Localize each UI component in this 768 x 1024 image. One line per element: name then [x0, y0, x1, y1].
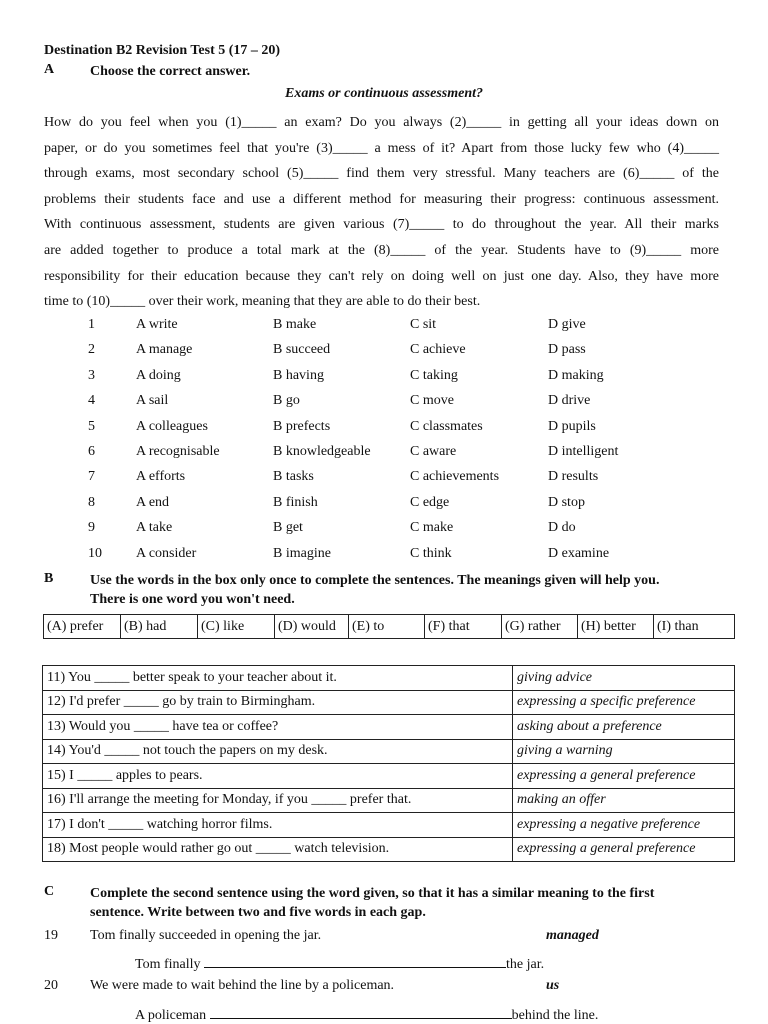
option-c[interactable]: C think	[410, 545, 452, 561]
question-number: 10	[88, 545, 102, 561]
question-number: 6	[88, 443, 95, 459]
section-c-instruction-line: Complete the second sentence using the word given, so that it has a similar meaning to the first	[90, 886, 655, 901]
option-row	[0, 365, 768, 390]
option-row	[0, 314, 768, 339]
gap-sentence-end: behind the line.	[511, 1008, 599, 1023]
key-word: us	[546, 978, 560, 993]
option-d[interactable]: D making	[548, 367, 604, 383]
question-number: 20	[44, 978, 58, 993]
option-c[interactable]: C aware	[410, 443, 457, 459]
question-number: 7	[88, 469, 95, 485]
option-b[interactable]: B prefects	[273, 418, 331, 434]
option-d[interactable]: D examine	[548, 545, 610, 561]
option-a[interactable]: A manage	[136, 342, 193, 358]
meaning-cell: expressing a specific preference	[513, 690, 735, 715]
question-number: 1	[88, 317, 95, 332]
sentence-cell: 17) I don't _____ watching horror films.	[43, 813, 513, 838]
word-box-item: (E) to	[349, 615, 425, 639]
table-row	[43, 837, 735, 862]
meaning-cell: making an offer	[513, 788, 735, 813]
meaning-cell: giving advice	[513, 666, 735, 691]
option-row	[0, 441, 768, 466]
option-c[interactable]: C classmates	[410, 418, 483, 434]
question-number: 9	[88, 520, 95, 536]
section-c-letter: C	[44, 884, 55, 899]
gap-sentence	[135, 1004, 598, 1024]
option-c[interactable]: C edge	[410, 494, 450, 510]
option-b[interactable]: B make	[273, 317, 317, 332]
option-a[interactable]: A write	[136, 317, 178, 332]
option-a[interactable]: A doing	[136, 367, 181, 383]
meaning-cell: expressing a negative preference	[513, 813, 735, 838]
sentence-cell: 16) I'll arrange the meeting for Monday, if you _____ prefer that.	[43, 788, 513, 813]
option-d[interactable]: D stop	[548, 494, 585, 510]
sentence-cell: 12) I'd prefer _____ go by train to Birmingham.	[43, 690, 513, 715]
table-row	[43, 690, 735, 715]
section-b-instruction	[90, 571, 659, 609]
option-b[interactable]: B finish	[273, 494, 318, 510]
section-b-instruction-line: There is one word you won't need.	[90, 592, 295, 607]
option-b[interactable]: B imagine	[273, 545, 331, 561]
option-d[interactable]: D pass	[548, 342, 586, 358]
word-box	[43, 614, 735, 639]
answer-options	[0, 314, 768, 568]
sentence-cell: 11) You _____ better speak to your teacher about it.	[43, 666, 513, 691]
table-row	[43, 813, 735, 838]
word-box-item: (G) rather	[502, 615, 578, 639]
option-c[interactable]: C make	[410, 520, 454, 536]
option-d[interactable]: D intelligent	[548, 443, 619, 459]
option-row	[0, 492, 768, 517]
table-row	[43, 788, 735, 813]
passage-line: through exams, most secondary school (5)_____ find them very stressful. Many teachers are (6)_____ of the	[44, 166, 719, 182]
gap-sentence-end: the jar.	[506, 957, 545, 972]
word-box-item: (D) would	[275, 615, 349, 639]
section-b-instruction-line: Use the words in the box only once to complete the sentences. The meanings given will help you.	[90, 573, 660, 588]
passage-line: responsibility for their education because they can't rely on doing well on just one day. Also, they have more	[44, 268, 719, 284]
question-number: 3	[88, 367, 95, 383]
question-number: 2	[88, 342, 95, 358]
meaning-cell: giving a warning	[513, 739, 735, 764]
passage-title: Exams or continuous assessment?	[285, 86, 483, 101]
key-word: managed	[546, 928, 599, 943]
option-b[interactable]: B tasks	[273, 469, 314, 485]
section-c-instruction-line: sentence. Write between two and five words in each gap.	[90, 905, 426, 920]
sentence-cell: 14) You'd _____ not touch the papers on my desk.	[43, 739, 513, 764]
passage-line: are added together to produce a total mark at the (8)_____ of the year. Students have to (9)_____ more	[44, 242, 719, 258]
sentences-table	[42, 665, 735, 862]
option-row	[0, 466, 768, 491]
passage-line: paper, or do you sometimes feel that you're (3)_____ a mess of it? Apart from those lucky few who (4)_____	[44, 140, 719, 156]
meaning-cell: expressing a general preference	[513, 837, 735, 862]
option-row	[0, 339, 768, 364]
option-a[interactable]: A take	[136, 520, 173, 536]
word-box-item: (I) than	[654, 615, 735, 639]
option-b[interactable]: B get	[273, 520, 303, 536]
table-row	[43, 715, 735, 740]
word-box-item: (B) had	[121, 615, 198, 639]
question-number: 19	[44, 928, 58, 943]
option-c[interactable]: C sit	[410, 317, 437, 332]
option-b[interactable]: B having	[273, 367, 324, 383]
passage-line: How do you feel when you (1)_____ an exam? Do you always (2)_____ in getting all your ideas down on	[44, 115, 719, 130]
option-b[interactable]: B knowledgeable	[273, 443, 371, 459]
option-a[interactable]: A end	[136, 494, 170, 510]
option-row	[0, 416, 768, 441]
table-row	[43, 666, 735, 691]
word-box-item: (C) like	[198, 615, 275, 639]
section-a-letter: A	[44, 62, 55, 77]
option-a[interactable]: A consider	[136, 545, 197, 561]
sentence-cell: 15) I _____ apples to pears.	[43, 764, 513, 789]
question-number: 5	[88, 418, 95, 434]
section-c-instruction	[90, 884, 654, 922]
passage	[44, 110, 719, 315]
meaning-cell: expressing a general preference	[513, 764, 735, 789]
passage-line: problems their students face and use a different method for measuring their progress: continuous assessment.	[44, 191, 719, 207]
option-d[interactable]: D pupils	[548, 418, 596, 434]
passage-line: With continuous assessment, students are given various (7)_____ to do throughout the year. All their marks	[44, 217, 719, 233]
question-number: 8	[88, 494, 95, 510]
section-a-instruction: Choose the correct answer.	[90, 64, 251, 79]
option-c[interactable]: C move	[410, 393, 454, 409]
word-box-item: (F) that	[425, 615, 502, 639]
option-row	[0, 390, 768, 415]
option-c[interactable]: C taking	[410, 367, 458, 383]
gap-sentence	[135, 953, 544, 973]
question-number: 4	[88, 393, 95, 409]
option-b[interactable]: B succeed	[273, 342, 331, 358]
gap-sentence-start: A policeman	[135, 1008, 207, 1023]
original-sentence: We were made to wait behind the line by a policeman.	[90, 978, 395, 993]
word-box-item: (H) better	[578, 615, 654, 639]
gap-sentence-start: Tom finally	[135, 957, 201, 972]
answer-gap[interactable]	[204, 953, 506, 968]
option-b[interactable]: B go	[273, 393, 300, 409]
passage-line: time to (10)_____ over their work, meaning that they are able to do their best.	[44, 294, 481, 310]
option-c[interactable]: C achieve	[410, 342, 466, 358]
option-d[interactable]: D do	[548, 520, 576, 536]
option-a[interactable]: A sail	[136, 393, 169, 409]
answer-gap[interactable]	[210, 1004, 512, 1019]
section-b-letter: B	[44, 571, 54, 586]
sentence-cell: 18) Most people would rather go out _____ watch television.	[43, 837, 513, 862]
option-d[interactable]: D drive	[548, 393, 591, 409]
option-c[interactable]: C achievements	[410, 469, 500, 485]
table-row	[43, 739, 735, 764]
option-a[interactable]: A colleagues	[136, 418, 208, 434]
meaning-cell: asking about a preference	[513, 715, 735, 740]
option-a[interactable]: A efforts	[136, 469, 186, 485]
original-sentence: Tom finally succeeded in opening the jar.	[90, 928, 322, 943]
word-box-item: (A) prefer	[44, 615, 121, 639]
sentence-cell: 13) Would you _____ have tea or coffee?	[43, 715, 513, 740]
option-row	[0, 517, 768, 542]
table-row	[43, 764, 735, 789]
test-title: Destination B2 Revision Test 5 (17 – 20)	[44, 43, 281, 58]
option-d[interactable]: D give	[548, 317, 586, 332]
option-row	[0, 543, 768, 568]
option-a[interactable]: A recognisable	[136, 443, 220, 459]
option-d[interactable]: D results	[548, 469, 599, 485]
